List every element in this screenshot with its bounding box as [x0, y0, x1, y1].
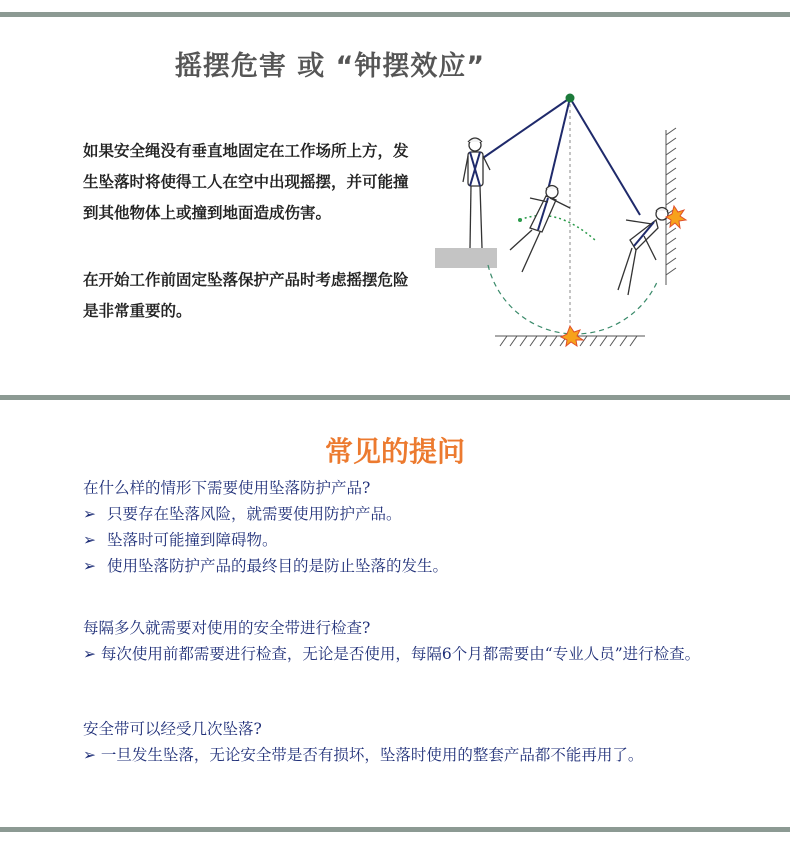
section1-paragraph-1: 如果安全绳没有垂直地固定在工作场所上方，发生坠落时将使得工人在空中出现摇摆，并可能撞到其他物体上或撞到地面造成伤害。: [83, 142, 409, 222]
faq-question: 安全带可以经受几次坠落?: [83, 720, 262, 738]
faq-block-3: [83, 716, 723, 769]
top-divider: [0, 12, 790, 17]
rope-3: [570, 98, 640, 215]
bullet-arrow-icon: ➢: [83, 505, 96, 523]
worker-impact: [618, 208, 668, 296]
faq-question: 在什么样的情形下需要使用坠落防护产品?: [83, 479, 371, 497]
faq-answer: ➢ 一旦发生坠落，无论安全带是否有损坏，坠落时使用的整套产品都不能再用了。: [83, 746, 644, 764]
faq-block-1: [83, 475, 723, 579]
swing-arc: [488, 265, 658, 334]
faq-answer: ➢ 使用坠落防护产品的最终目的是防止坠落的发生。: [83, 553, 723, 579]
faq-question: 每隔多久就需要对使用的安全带进行检查?: [83, 619, 371, 637]
faq-title: 常见的提问: [324, 435, 465, 468]
section1-title: 摇摆危害 或 “钟摆效应”: [174, 51, 486, 82]
faq-answer: ➢ 每次使用前都需要进行检查，无论是否使用，每隔6个月都需要由“专业人员”进行检查。: [83, 645, 701, 663]
faq-answer: ➢ 坠落时可能撞到障碍物。: [83, 527, 723, 553]
platform: [435, 248, 497, 268]
worker-falling: [510, 186, 570, 273]
worker-standing: [463, 138, 490, 248]
middle-divider: [0, 395, 790, 400]
section1-paragraph-2: 在开始工作前固定坠落保护产品时考虑摇摆危险是非常重要的。: [83, 271, 409, 320]
bullet-arrow-icon: ➢: [83, 557, 96, 575]
pendulum-effect-illustration: [430, 90, 690, 355]
faq-block-2: [83, 615, 723, 668]
impact-burst-wall: [666, 206, 686, 228]
faq-answer: ➢ 只要存在坠落风险，就需要使用防护产品。: [83, 501, 723, 527]
anchor-point: [566, 94, 575, 103]
bullet-arrow-icon: ➢: [83, 531, 96, 549]
bottom-divider: [0, 827, 790, 832]
